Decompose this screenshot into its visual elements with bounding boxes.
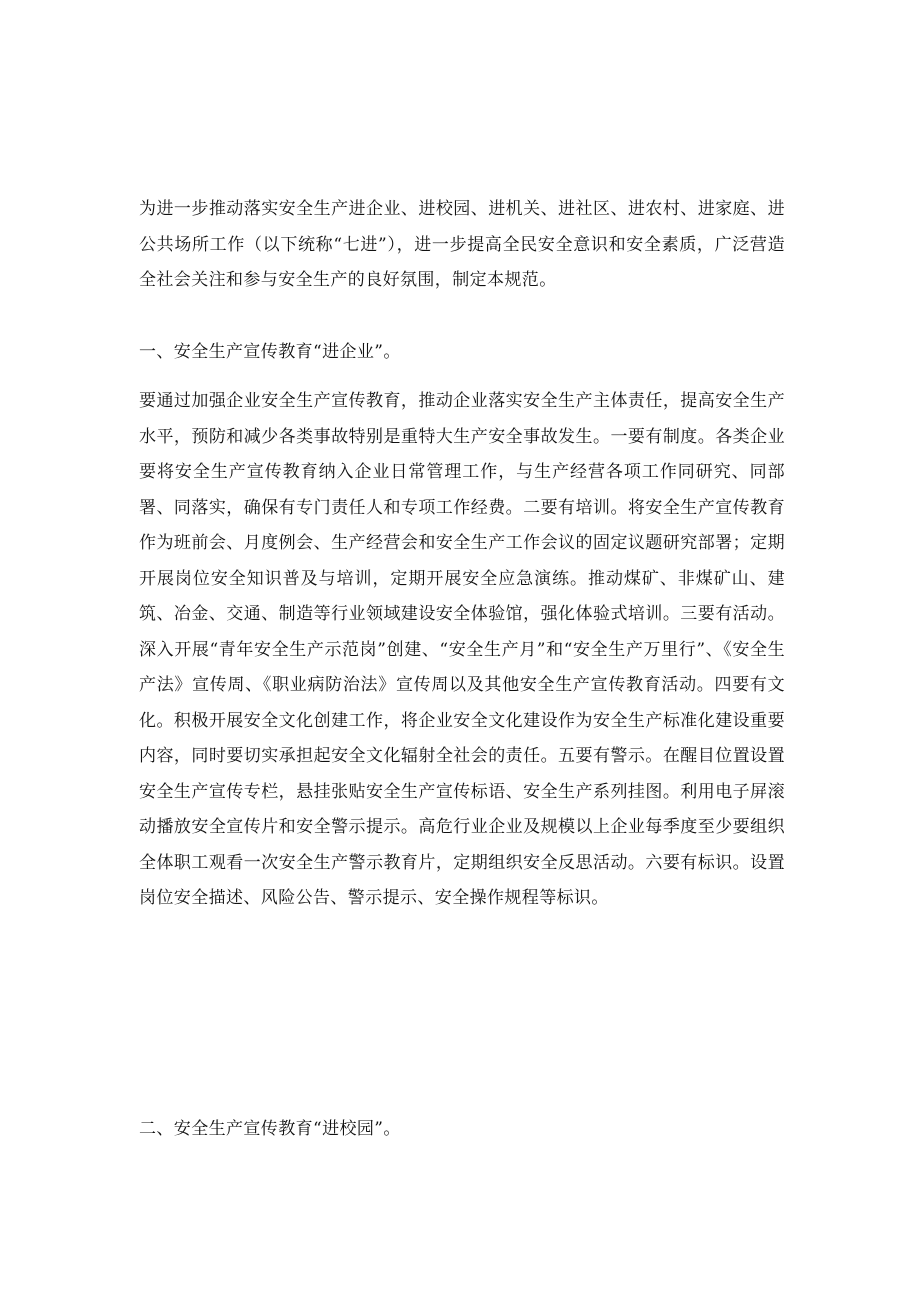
section-heading-campus: 二、安全生产宣传教育“进校园”。 (139, 1119, 401, 1139)
section-heading-enterprise: 一、安全生产宣传教育“进企业”。 (139, 342, 401, 362)
section-body-enterprise: 要通过加强企业安全生产宣传教育，推动企业落实安全生产主体责任，提高安全生产水平，预防和减少各类事故特别是重特大生产安全事故发生。一要有制度。各类企业要将安全生产宣传教育纳入企业日常管理工作，与生产经营各项工作同研究、同部署、同落实，确保有专门责任人和专项工作经费。二要有培训。将安全生产宣传教育作为班前会、月度例会、生产经营会和安全生产工作会议的固定议题研究部署；定期开展岗位安全知识普及与培训，定期开展安全应急演练。推动煤矿、非煤矿山、建筑、冶金、交通、制造等行业领域建设安全体验馆，强化体验式培训。三要有活动。深入开展“青年安全生产示范岗”创建、“安全生产月”和“安全生产万里行”、《安全生产法》宣传周、《职业病防治法》宣传周以及其他安全生产宣传教育活动。四要有文化。积极开展安全文化创建工作，将企业安全文化建设作为安全生产标准化建设重要内容，同时要切实承担起安全文化辐射全社会的责任。五要有警示。在醒目位置设置安全生产宣传专栏，悬挂张贴安全生产宣传标语、安全生产系列挂图。利用电子屏滚动播放安全宣传片和安全警示提示。高危行业企业及规模以上企业每季度至少要组织全体职工观看一次安全生产警示教育片，定期组织安全反思活动。六要有标识。设置岗位安全描述、风险公告、警示提示、安全操作规程等标识。 (139, 391, 785, 908)
intro-paragraph: 为进一步推动落实安全生产进企业、进校园、进机关、进社区、进农村、进家庭、进公共场所工作（以下统称“七进”），进一步提高全民安全意识和安全素质，广泛营造全社会关注和参与安全生产的良好氛围，制定本规范。 (139, 199, 785, 290)
